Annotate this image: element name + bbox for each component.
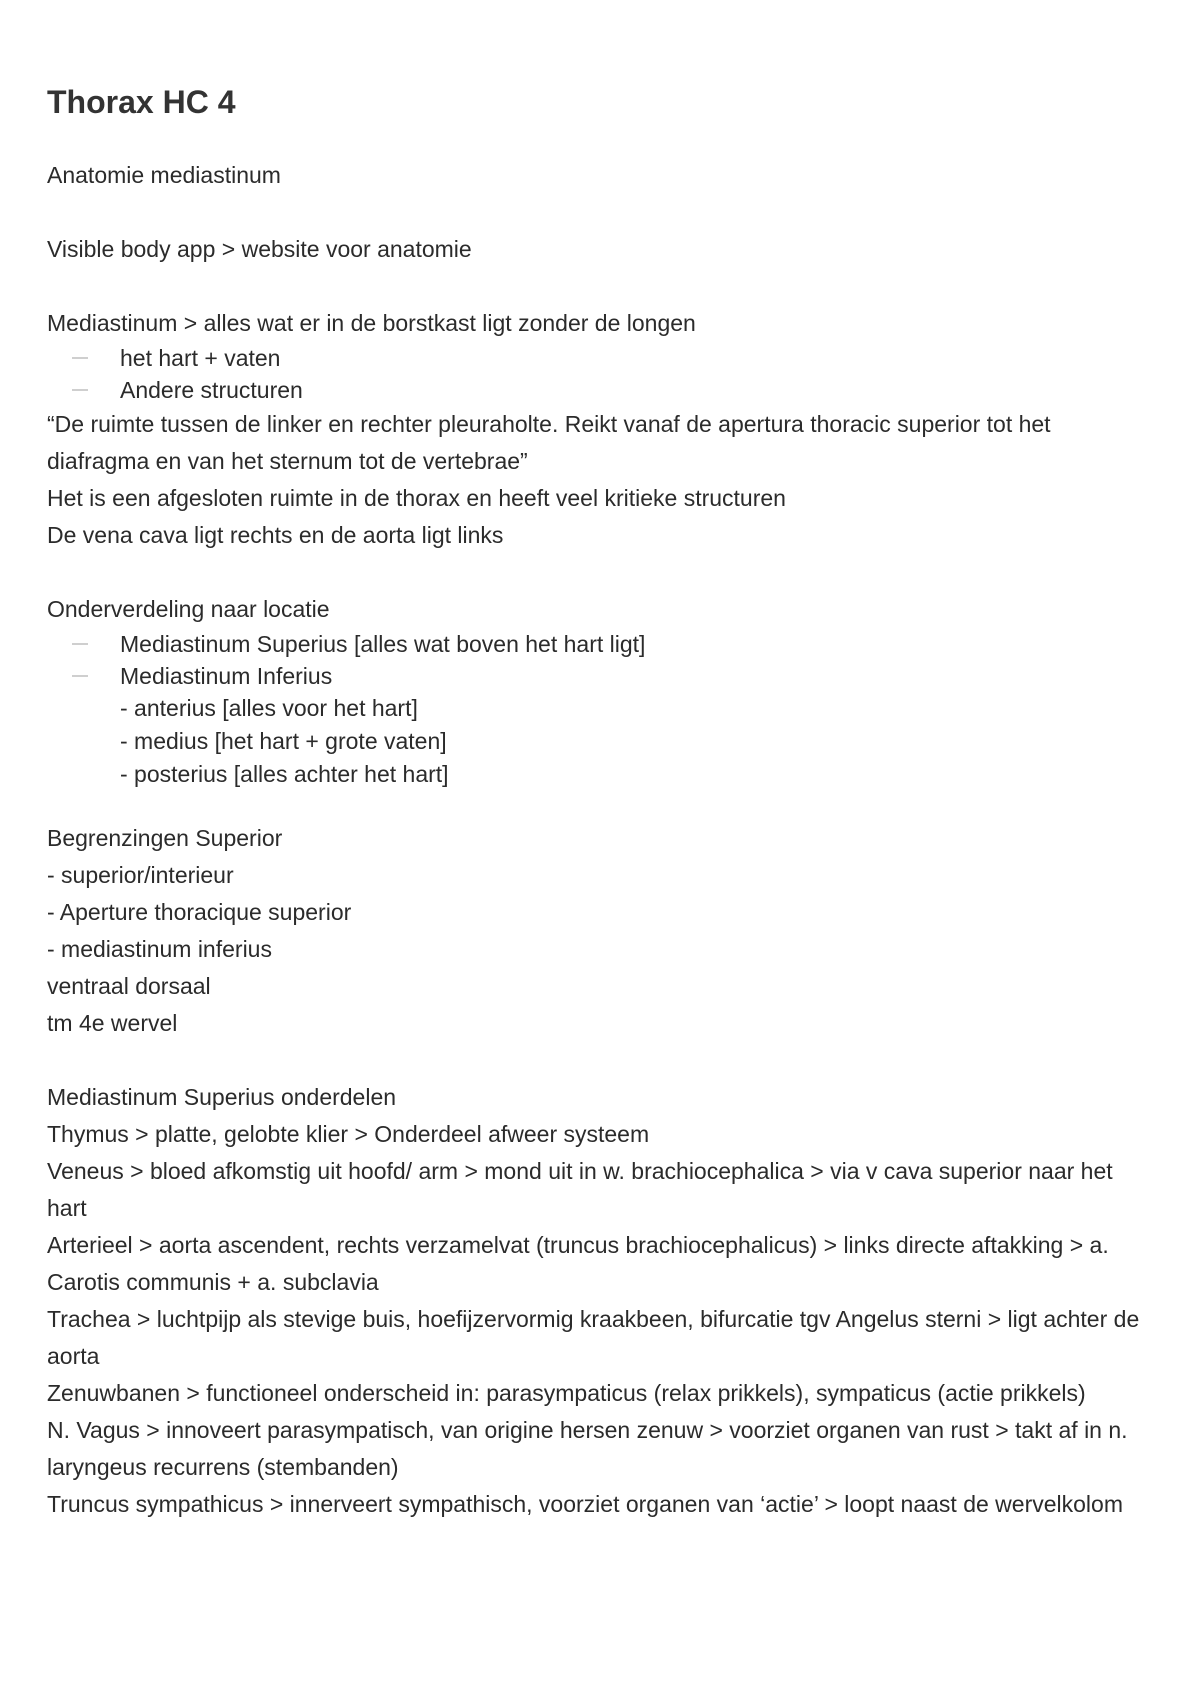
list-item-text: Andere structuren (120, 377, 303, 403)
vena-cava-note: De vena cava ligt rechts en de aorta ligt links (47, 522, 504, 548)
list-item (47, 342, 1157, 374)
paragraph-zenuwbanen: Zenuwbanen > functioneel onderscheid in: parasympaticus (relax prikkels), sympaticus (actie prikkels) (47, 1380, 1086, 1406)
boundary-line: ventraal dorsaal (47, 973, 211, 999)
section-heading-onderverdeling: Onderverdeling naar locatie (47, 596, 330, 622)
paragraph-truncus-sympathicus: Truncus sympathicus > innerveert sympathisch, voorziet organen van ‘actie’ > loopt naast de wervelkolom (47, 1491, 1123, 1517)
sub-list-item: - posterius [alles achter het hart] (120, 761, 449, 787)
sub-list-item: - medius [het hart + grote vaten] (120, 728, 447, 754)
paragraph-n-vagus: N. Vagus > innoveert parasympatisch, van origine hersen zenuw > voorziet organen van rust > takt af in n. laryngeus recurrens (stembanden) (47, 1417, 1128, 1480)
spacer (47, 1042, 1157, 1079)
boundary-line: tm 4e wervel (47, 1010, 178, 1036)
spacer (47, 791, 1157, 820)
spacer (47, 268, 1157, 305)
paragraph-arterieel: Arterieel > aorta ascendent, rechts verzamelvat (truncus brachiocephalicus) > links directe aftakking > a. Carotis communis + a. subclavia (47, 1232, 1109, 1295)
list-item (47, 660, 1157, 692)
dash-bullet-icon (72, 389, 88, 391)
list-item-text: het hart + vaten (120, 345, 281, 371)
section-heading-anatomie: Anatomie mediastinum (47, 162, 281, 188)
list-item-text: Mediastinum Inferius (120, 663, 333, 689)
paragraph-veneus: Veneus > bloed afkomstig uit hoofd/ arm > mond uit in w. brachiocephalica > via v cava superior naar het hart (47, 1158, 1113, 1221)
app-note: Visible body app > website voor anatomie (47, 236, 472, 262)
list-item-text: Mediastinum Superius [alles wat boven het hart ligt] (120, 631, 646, 657)
definition-quote: “De ruimte tussen de linker en rechter pleuraholte. Reikt vanaf de apertura thoracic superior tot het diafragma en van het sternum tot de vertebrae” (47, 411, 1051, 474)
dash-bullet-icon (72, 643, 88, 645)
dash-bullet-icon (72, 675, 88, 677)
sub-list-item: - anterius [alles voor het hart] (120, 695, 418, 721)
list-item (47, 628, 1157, 660)
spacer (47, 554, 1157, 591)
paragraph-thymus: Thymus > platte, gelobte klier > Onderdeel afweer systeem (47, 1121, 650, 1147)
mediastinum-definition: Mediastinum > alles wat er in de borstkast ligt zonder de longen (47, 310, 696, 336)
section-heading-begrenzingen: Begrenzingen Superior (47, 825, 283, 851)
paragraph-trachea: Trachea > luchtpijp als stevige buis, hoefijzervormig kraakbeen, bifurcatie tgv Angelus sterni > ligt achter de aorta (47, 1306, 1140, 1369)
boundary-line: - superior/interieur (47, 862, 234, 888)
boundary-line: - Aperture thoracique superior (47, 899, 352, 925)
page-title: Thorax HC 4 (47, 84, 236, 120)
closed-space-note: Het is een afgesloten ruimte in de thorax en heeft veel kritieke structuren (47, 485, 786, 511)
spacer (47, 194, 1157, 231)
section-heading-onderdelen: Mediastinum Superius onderdelen (47, 1084, 397, 1110)
boundary-line: - mediastinum inferius (47, 936, 272, 962)
list-item (47, 374, 1157, 406)
document-page (47, 80, 1157, 1523)
spacer (47, 124, 1157, 157)
dash-bullet-icon (72, 357, 88, 359)
